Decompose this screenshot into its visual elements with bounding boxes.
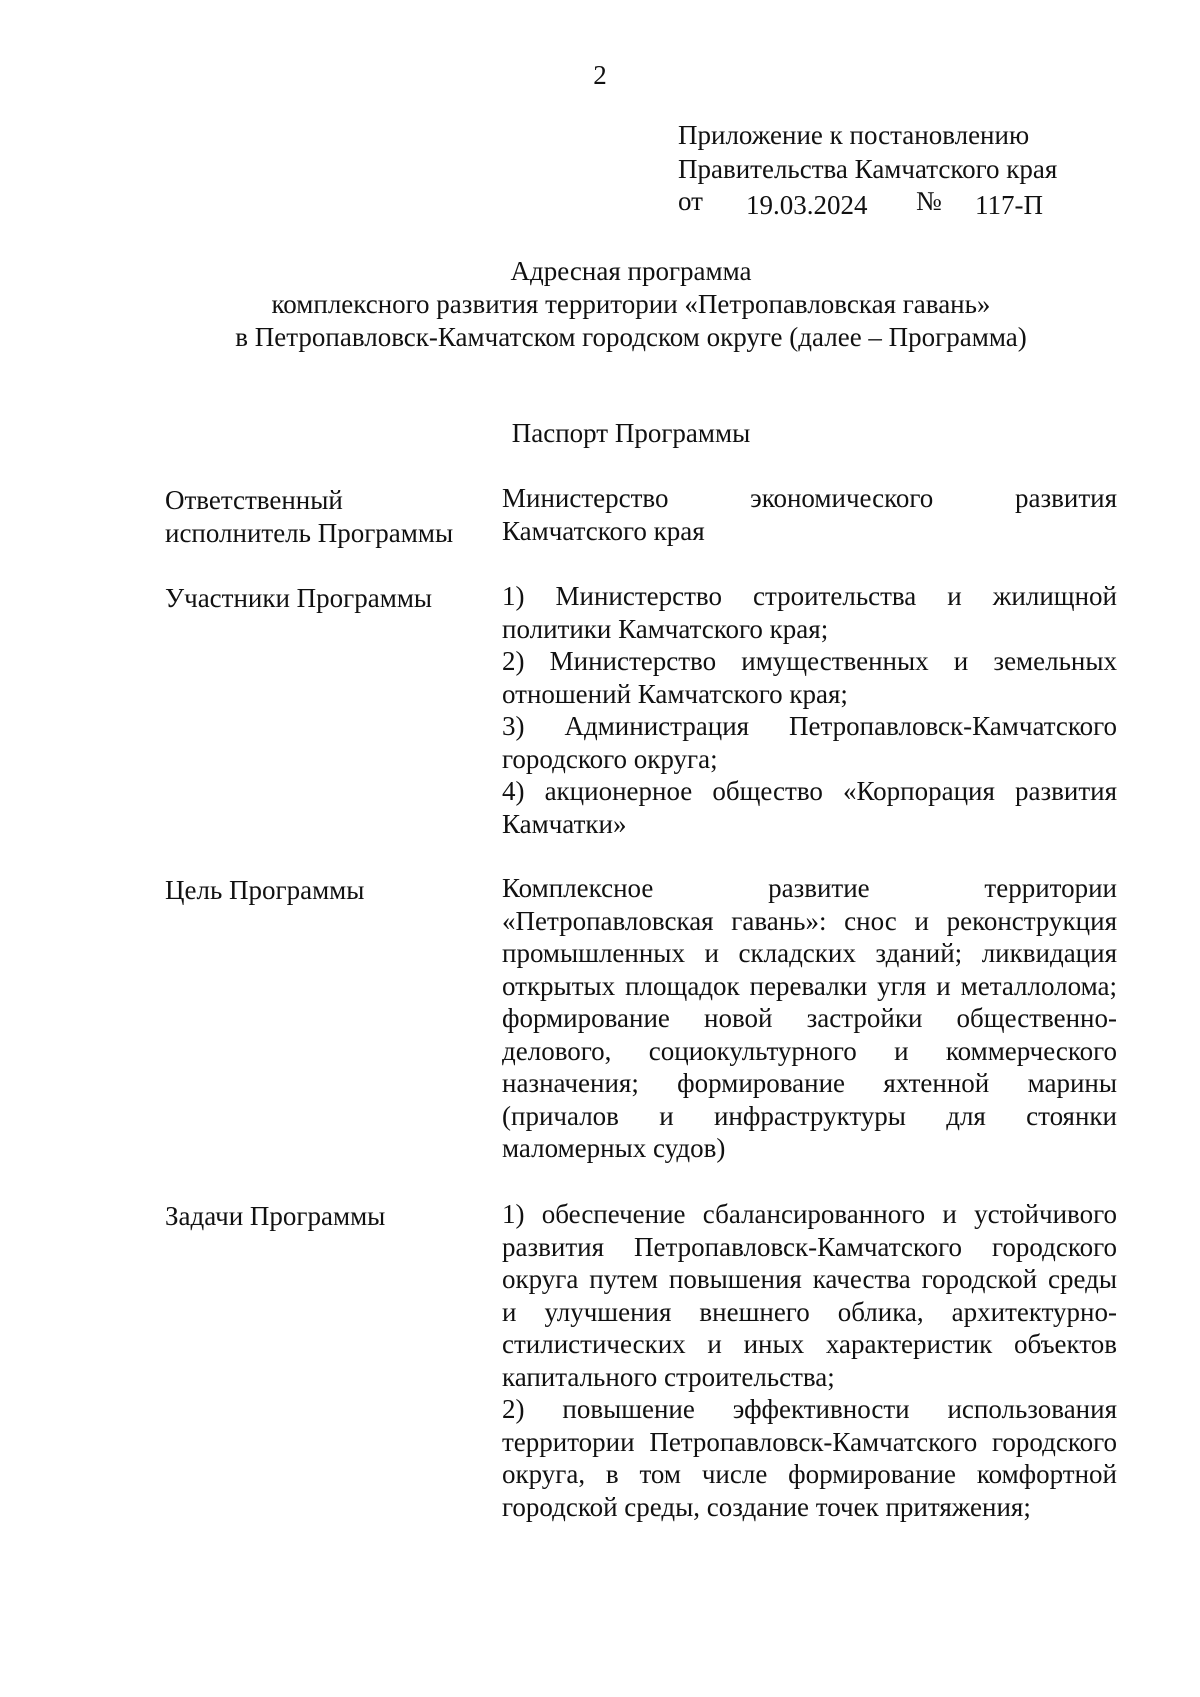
page-number: 2	[593, 60, 607, 90]
goal-label: Цель Программы	[165, 875, 365, 905]
participant-item-2: 2) Министерство имущественных и земельных отношений Камчатского края;	[502, 646, 1117, 709]
appendix-from-label: от	[678, 186, 703, 216]
passport-title: Паспорт Программы	[511, 418, 751, 448]
executor-value	[502, 482, 1117, 547]
goal-text: Комплексное развитие территории «Петропавловская гавань»: снос и реконструкция промышленных и складских зданий; ликвидация открытых площадок перевалки угля и металлолома; формирование новой застройки общественно-делового, социокультурного и коммерческого назначения; формирование яхтенной марины (причалов и инфраструктуры для стоянки маломерных судов)	[502, 873, 1117, 1163]
tasks-label: Задачи Программы	[165, 1201, 386, 1231]
participants-value	[502, 580, 1117, 840]
document-title-line-2: комплексного развития территории «Петропавловская гавань»	[271, 289, 991, 319]
appendix-number: 117-П	[975, 190, 1043, 220]
appendix-number-sign: №	[916, 186, 942, 216]
appendix-date: 19.03.2024	[746, 190, 868, 220]
task-item-1: 1) обеспечение сбалансированного и устойчивого развития Петропавловск-Камчатского городского округа путем повышения качества городской среды и улучшения внешнего облика, архитектурно-стилистических и иных характеристик объектов капитального строительства;	[502, 1199, 1117, 1392]
document-title-line-1: Адресная программа	[510, 256, 752, 286]
executor-text: Министерство экономического развития Камчатского края	[502, 483, 1117, 546]
participant-item-4: 4) акционерное общество «Корпорация развития Камчатки»	[502, 776, 1117, 839]
task-item-2: 2) повышение эффективности использования территории Петропавловск-Камчатского городского округа, в том числе формирование комфортной городской среды, создание точек притяжения;	[502, 1394, 1117, 1522]
participants-label: Участники Программы	[165, 583, 433, 613]
goal-value	[502, 872, 1117, 1165]
executor-label-line-2: исполнитель Программы	[165, 518, 454, 548]
tasks-value	[502, 1198, 1117, 1523]
appendix-line-1: Приложение к постановлению	[678, 120, 1030, 150]
appendix-line-2: Правительства Камчатского края	[678, 154, 1058, 184]
participant-item-1: 1) Министерство строительства и жилищной политики Камчатского края;	[502, 581, 1117, 644]
document-title-line-3: в Петропавловск-Камчатском городском округе (далее – Программа)	[235, 322, 1027, 352]
executor-label-line-1: Ответственный	[165, 485, 343, 515]
participant-item-3: 3) Администрация Петропавловск-Камчатского городского округа;	[502, 711, 1117, 774]
